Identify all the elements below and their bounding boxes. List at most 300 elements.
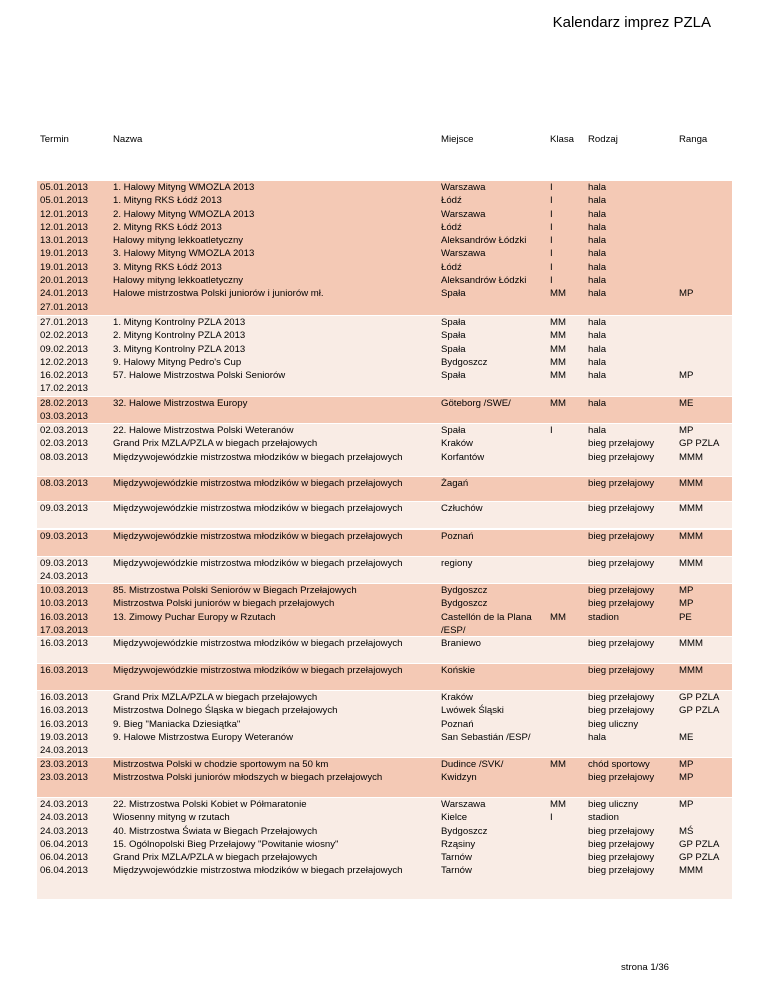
place-cell: Lwówek Śląski <box>441 705 504 717</box>
name-cell: Międzywojewódzkie mistrzostwa młodzików w biegach przełajowych <box>113 865 403 877</box>
name-column <box>113 424 438 464</box>
name-cell: 40. Mistrzostwa Świata w Biegach Przełajowych <box>113 825 318 837</box>
type-cell: bieg uliczny <box>588 718 639 730</box>
place-cell: Bydgoszcz <box>441 825 488 837</box>
type-column <box>588 758 678 785</box>
place-cell: Braniewo <box>441 638 481 649</box>
name-cell: 3. Mityng Kontrolny PZLA 2013 <box>113 343 246 355</box>
place-column <box>441 691 549 744</box>
date-cell: 23.03.2013 <box>40 759 89 770</box>
date-cell: 19.01.2013 <box>40 248 89 260</box>
event-group <box>37 798 732 899</box>
event-group <box>37 397 732 423</box>
place-cell: Kwidzyn <box>441 772 477 784</box>
class-column <box>550 798 585 825</box>
rank-cell: GP PZLA <box>679 692 720 703</box>
type-cell: bieg przełajowy <box>588 705 655 717</box>
place-cell: Kraków <box>441 438 473 450</box>
date-cell: 06.04.2013 <box>40 852 89 864</box>
header-name: Nazwa <box>113 134 143 145</box>
type-cell: bieg przełajowy <box>588 558 655 569</box>
rank-cell: MP <box>679 799 694 810</box>
class-column <box>550 584 585 624</box>
rank-cell: GP PZLA <box>679 838 720 850</box>
type-cell: bieg przełajowy <box>588 865 655 877</box>
date-cell: 16.03.2013 <box>40 611 89 623</box>
name-cell: 22. Halowe Mistrzostwa Polski Weteranów <box>113 425 294 436</box>
date-column <box>40 397 110 424</box>
rank-column <box>679 316 729 382</box>
rank-cell: PE <box>679 611 692 623</box>
rank-column <box>679 637 729 650</box>
date-column <box>40 584 110 637</box>
date-cell: 24.03.2013 <box>40 812 89 824</box>
place-cell: Poznań <box>441 718 474 730</box>
type-cell: hala <box>588 425 607 436</box>
class-cell: MM <box>550 799 566 810</box>
rank-cell: MŚ <box>679 825 694 837</box>
rank-cell: MP <box>679 370 694 382</box>
class-cell <box>550 477 585 490</box>
name-column <box>113 637 438 650</box>
name-cell: 9. Halowy Mityng Pedro's Cup <box>113 356 242 368</box>
name-column <box>113 664 438 677</box>
place-cell: Kraków <box>441 692 473 703</box>
place-cell: Castellón de la Plana /ESP/ <box>441 611 532 636</box>
class-cell: I <box>550 248 553 260</box>
date-cell: 02.03.2013 <box>40 425 89 436</box>
date-cell: 24.03.2013 <box>40 745 89 757</box>
name-cell: Mistrzostwa Polski juniorów w biegach przełajowych <box>113 598 335 610</box>
date-cell: 24.01.2013 <box>40 288 89 300</box>
date-cell: 24.03.2013 <box>40 571 89 583</box>
place-cell: Łódź <box>441 261 462 273</box>
class-column <box>550 530 585 543</box>
place-cell: Korfantów <box>441 451 485 463</box>
name-cell: 3. Halowy Mityng WMOZLA 2013 <box>113 248 255 260</box>
place-cell: regiony <box>441 558 473 569</box>
date-column <box>40 691 110 757</box>
place-cell: Łódź <box>441 221 462 233</box>
place-column <box>441 530 549 543</box>
rank-column <box>679 181 729 301</box>
date-cell: 17.02.2013 <box>40 383 89 395</box>
type-cell: bieg przełajowy <box>588 503 655 514</box>
place-column <box>441 477 549 490</box>
name-cell: Mistrzostwa Dolnego Śląska w biegach przełajowych <box>113 705 338 717</box>
name-cell: Wiosenny mityng w rzutach <box>113 812 230 824</box>
date-column <box>40 316 110 396</box>
place-cell: Spała <box>441 343 466 355</box>
event-group <box>37 691 732 757</box>
date-cell: 17.03.2013 <box>40 624 89 636</box>
rank-cell <box>679 261 729 274</box>
place-column <box>441 397 549 410</box>
rank-cell <box>679 194 729 207</box>
rank-column <box>679 691 729 744</box>
date-cell: 09.03.2013 <box>40 531 89 542</box>
class-cell <box>550 502 585 515</box>
date-cell: 09.02.2013 <box>40 343 89 355</box>
class-cell <box>550 664 585 677</box>
name-column <box>113 397 438 410</box>
class-cell: MM <box>550 611 566 623</box>
name-cell: 57. Halowe Mistrzostwa Polski Seniorów <box>113 370 286 382</box>
class-cell: I <box>550 425 553 436</box>
rank-cell <box>679 234 729 247</box>
name-cell: 32. Halowe Mistrzostwa Europy <box>113 398 248 409</box>
rank-cell: ME <box>679 731 694 743</box>
type-cell: bieg przełajowy <box>588 585 655 596</box>
type-cell: bieg przełajowy <box>588 438 655 450</box>
class-cell: I <box>550 275 553 287</box>
date-cell: 12.01.2013 <box>40 221 89 233</box>
page-number: strona 1/36 <box>621 962 670 973</box>
type-cell: hala <box>588 343 607 355</box>
name-cell: Grand Prix MZLA/PZLA w biegach przełajowych <box>113 438 318 450</box>
rank-cell <box>679 181 729 194</box>
name-cell: 1. Halowy Mityng WMOZLA 2013 <box>113 182 255 193</box>
name-cell: 15. Ogólnopolski Bieg Przełajowy "Powitanie wiosny" <box>113 838 339 850</box>
date-cell: 10.03.2013 <box>40 598 89 610</box>
date-column <box>40 664 110 677</box>
date-cell: 06.04.2013 <box>40 865 89 877</box>
place-column <box>441 557 549 570</box>
rank-cell: MMM <box>679 531 703 542</box>
type-column <box>588 664 678 677</box>
class-cell <box>550 557 585 570</box>
class-cell <box>550 691 585 704</box>
rank-cell <box>679 247 729 260</box>
date-cell: 03.03.2013 <box>40 411 89 423</box>
rank-cell: MP <box>679 585 694 596</box>
type-cell: bieg przełajowy <box>588 451 655 463</box>
name-column <box>113 584 438 624</box>
event-group <box>37 584 732 636</box>
name-cell: 9. Halowe Mistrzostwa Europy Weteranów <box>113 731 294 743</box>
date-cell: 27.01.2013 <box>40 317 89 328</box>
date-cell: 02.03.2013 <box>40 438 89 450</box>
name-cell: 9. Bieg "Maniacka Dziesiątka" <box>113 718 241 730</box>
place-cell: Bydgoszcz <box>441 598 488 610</box>
class-cell: MM <box>550 398 566 409</box>
date-cell: 16.03.2013 <box>40 718 89 730</box>
name-column <box>113 798 438 878</box>
name-cell: Międzywojewódzkie mistrzostwa młodzików w biegach przełajowych <box>113 503 403 514</box>
name-cell: Halowy mityng lekkoatletyczny <box>113 275 244 287</box>
event-group <box>37 316 732 396</box>
name-cell: Halowe mistrzostwa Polski juniorów i juniorów mł. <box>113 288 324 300</box>
name-column <box>113 691 438 744</box>
place-column <box>441 584 549 637</box>
name-cell: Grand Prix MZLA/PZLA w biegach przełajowych <box>113 692 318 703</box>
type-cell: hala <box>588 248 607 260</box>
class-column <box>550 691 585 704</box>
class-column <box>550 477 585 490</box>
class-cell: MM <box>550 356 566 368</box>
rank-cell: MP <box>679 425 694 436</box>
type-cell: bieg przełajowy <box>588 531 655 542</box>
place-cell: Poznań <box>441 531 474 542</box>
rank-column <box>679 557 729 570</box>
date-cell: 08.03.2013 <box>40 451 89 463</box>
class-cell <box>550 597 585 610</box>
place-column <box>441 637 549 650</box>
date-cell: 09.03.2013 <box>40 558 89 569</box>
class-column <box>550 424 585 437</box>
rank-cell <box>679 274 729 287</box>
place-column <box>441 798 549 878</box>
type-cell: bieg przełajowy <box>588 852 655 864</box>
rank-cell <box>679 221 729 234</box>
place-cell: Göteborg /SWE/ <box>441 398 511 409</box>
type-cell: hala <box>588 330 607 342</box>
type-column <box>588 397 678 410</box>
date-column <box>40 557 110 584</box>
date-cell: 12.02.2013 <box>40 356 89 368</box>
date-column <box>40 530 110 543</box>
name-cell: Halowy mityng lekkoatletyczny <box>113 235 244 247</box>
place-cell: Warszawa <box>441 182 486 193</box>
type-cell: hala <box>588 370 607 382</box>
type-cell: hala <box>588 195 607 207</box>
rank-cell: GP PZLA <box>679 705 720 717</box>
place-cell: Spała <box>441 317 466 328</box>
rank-cell: MP <box>679 759 694 770</box>
name-column <box>113 502 438 515</box>
class-cell: MM <box>550 330 566 342</box>
type-cell: bieg przełajowy <box>588 478 655 489</box>
place-cell: Bydgoszcz <box>441 585 488 596</box>
name-cell: Międzywojewódzkie mistrzostwa młodzików w biegach przełajowych <box>113 665 403 676</box>
place-cell: Człuchów <box>441 503 483 514</box>
event-group <box>37 637 732 663</box>
type-column <box>588 557 678 570</box>
name-cell: Mistrzostwa Polski w chodzie sportowym na 50 km <box>113 759 329 770</box>
date-cell: 13.01.2013 <box>40 235 89 247</box>
page-title: Kalendarz imprez PZLA <box>552 14 711 31</box>
type-column <box>588 691 678 744</box>
type-cell: bieg przełajowy <box>588 692 655 703</box>
date-cell: 10.03.2013 <box>40 585 89 596</box>
rank-column <box>679 664 729 677</box>
type-column <box>588 584 678 624</box>
class-cell: I <box>550 235 553 247</box>
rank-cell: GP PZLA <box>679 852 720 864</box>
class-column <box>550 316 585 382</box>
class-column <box>550 664 585 677</box>
place-cell: Tarnów <box>441 865 472 877</box>
rank-cell: MP <box>679 288 694 300</box>
rank-cell: MMM <box>679 451 703 463</box>
date-column <box>40 758 110 785</box>
rank-cell: MMM <box>679 665 703 676</box>
rank-cell: MMM <box>679 638 703 649</box>
type-cell: bieg przełajowy <box>588 638 655 649</box>
name-cell: 2. Halowy Mityng WMOZLA 2013 <box>113 208 255 220</box>
type-cell: bieg przełajowy <box>588 838 655 850</box>
rank-cell <box>679 208 729 221</box>
date-cell: 23.03.2013 <box>40 772 89 784</box>
place-cell: Dudince /SVK/ <box>441 759 504 770</box>
date-cell: 16.03.2013 <box>40 665 89 676</box>
type-cell: bieg uliczny <box>588 799 639 810</box>
name-cell: 1. Mityng RKS Łódź 2013 <box>113 195 222 207</box>
name-column <box>113 181 438 301</box>
rank-cell <box>679 718 729 731</box>
rank-cell <box>679 811 729 824</box>
rank-cell <box>679 356 729 369</box>
rank-cell: ME <box>679 398 694 409</box>
name-cell: Międzywojewódzkie mistrzostwa młodzików w biegach przełajowych <box>113 558 403 569</box>
name-column <box>113 530 438 543</box>
date-column <box>40 502 110 515</box>
place-cell: Warszawa <box>441 799 486 810</box>
place-column <box>441 664 549 677</box>
type-column <box>588 477 678 490</box>
name-cell: Grand Prix MZLA/PZLA w biegach przełajowych <box>113 852 318 864</box>
place-cell: Warszawa <box>441 208 486 220</box>
place-cell: Spała <box>441 425 466 436</box>
place-column <box>441 316 549 382</box>
type-column <box>588 502 678 515</box>
name-cell: 2. Mityng RKS Łódź 2013 <box>113 221 222 233</box>
date-cell: 28.02.2013 <box>40 398 89 409</box>
rank-column <box>679 424 729 464</box>
type-cell: hala <box>588 208 607 220</box>
place-cell: Końskie <box>441 665 476 676</box>
name-cell: Mistrzostwa Polski juniorów młodszych w biegach przełajowych <box>113 772 383 784</box>
name-cell: 22. Mistrzostwa Polski Kobiet w Półmaratonie <box>113 799 307 810</box>
date-cell: 02.02.2013 <box>40 330 89 342</box>
event-group <box>37 557 732 583</box>
date-cell: 20.01.2013 <box>40 275 89 287</box>
date-column <box>40 477 110 490</box>
class-cell: I <box>550 261 553 273</box>
date-cell: 24.03.2013 <box>40 825 89 837</box>
type-cell: hala <box>588 221 607 233</box>
date-cell: 16.03.2013 <box>40 638 89 649</box>
rank-cell: MMM <box>679 503 703 514</box>
type-column <box>588 637 678 650</box>
type-cell: hala <box>588 261 607 273</box>
class-cell <box>550 530 585 543</box>
type-cell: hala <box>588 182 607 193</box>
type-cell: hala <box>588 275 607 287</box>
date-cell: 24.03.2013 <box>40 799 89 810</box>
type-cell: hala <box>588 356 607 368</box>
type-cell: hala <box>588 288 607 300</box>
rank-column <box>679 477 729 490</box>
class-cell: MM <box>550 288 566 300</box>
class-column <box>550 758 585 771</box>
class-cell <box>550 584 585 597</box>
place-cell: Aleksandrów Łódzki <box>441 275 527 287</box>
class-cell: I <box>550 812 553 824</box>
rank-cell: MMM <box>679 558 703 569</box>
class-cell: MM <box>550 343 566 355</box>
place-cell: Aleksandrów Łódzki <box>441 235 527 247</box>
name-cell: 2. Mityng Kontrolny PZLA 2013 <box>113 330 246 342</box>
class-cell: I <box>550 208 553 220</box>
date-cell: 05.01.2013 <box>40 195 89 207</box>
place-cell: Spała <box>441 288 466 300</box>
header-type: Rodzaj <box>588 134 618 145</box>
date-cell: 12.01.2013 <box>40 208 89 220</box>
name-cell: Międzywojewódzkie mistrzostwa młodzików w biegach przełajowych <box>113 451 403 463</box>
type-cell: hala <box>588 731 607 743</box>
header-class: Klasa <box>550 134 574 145</box>
header-rank: Ranga <box>679 134 708 145</box>
date-cell: 05.01.2013 <box>40 182 89 193</box>
type-column <box>588 181 678 301</box>
event-group <box>37 502 732 528</box>
place-cell: Warszawa <box>441 248 486 260</box>
class-column <box>550 557 585 570</box>
date-cell: 16.02.2013 <box>40 370 89 382</box>
rank-column <box>679 584 729 624</box>
event-group <box>37 530 732 556</box>
rank-cell <box>679 343 729 356</box>
class-cell: I <box>550 221 553 233</box>
place-cell: Żagań <box>441 478 469 489</box>
date-cell: 09.03.2013 <box>40 503 89 514</box>
type-cell: stadion <box>588 611 619 623</box>
event-group <box>37 424 732 476</box>
date-cell: 16.03.2013 <box>40 692 89 703</box>
type-column <box>588 798 678 878</box>
date-column <box>40 798 110 878</box>
name-cell: 3. Mityng RKS Łódź 2013 <box>113 261 222 273</box>
place-cell: Spała <box>441 330 466 342</box>
type-cell: bieg przełajowy <box>588 772 655 784</box>
rank-column <box>679 530 729 543</box>
rank-cell: MP <box>679 598 694 610</box>
name-cell: Międzywojewódzkie mistrzostwa młodzików w biegach przełajowych <box>113 531 403 542</box>
event-group <box>37 477 732 501</box>
rank-column <box>679 502 729 515</box>
name-cell: Międzywojewódzkie mistrzostwa młodzików w biegach przełajowych <box>113 638 403 649</box>
date-column <box>40 424 110 464</box>
type-cell: bieg przełajowy <box>588 665 655 676</box>
name-cell: 1. Mityng Kontrolny PZLA 2013 <box>113 317 246 328</box>
rank-column <box>679 397 729 410</box>
date-cell: 16.03.2013 <box>40 705 89 717</box>
type-cell: hala <box>588 398 607 409</box>
place-cell: Kielce <box>441 812 468 824</box>
name-column <box>113 477 438 490</box>
rank-cell: GP PZLA <box>679 438 720 450</box>
class-cell: MM <box>550 759 566 770</box>
event-group <box>37 181 732 315</box>
date-cell: 06.04.2013 <box>40 838 89 850</box>
date-cell: 27.01.2013 <box>40 301 89 313</box>
date-cell: 08.03.2013 <box>40 478 89 489</box>
type-cell: hala <box>588 235 607 247</box>
class-cell: I <box>550 182 553 193</box>
rank-column <box>679 798 729 878</box>
class-column <box>550 397 585 410</box>
place-cell: Łódź <box>441 195 462 207</box>
type-column <box>588 424 678 464</box>
type-column <box>588 530 678 543</box>
rank-cell <box>679 316 729 329</box>
rank-cell: MMM <box>679 478 703 489</box>
header-date: Termin <box>40 134 69 145</box>
class-column <box>550 502 585 515</box>
name-cell: Międzywojewódzkie mistrzostwa młodzików w biegach przełajowych <box>113 478 403 489</box>
type-cell: stadion <box>588 812 619 824</box>
